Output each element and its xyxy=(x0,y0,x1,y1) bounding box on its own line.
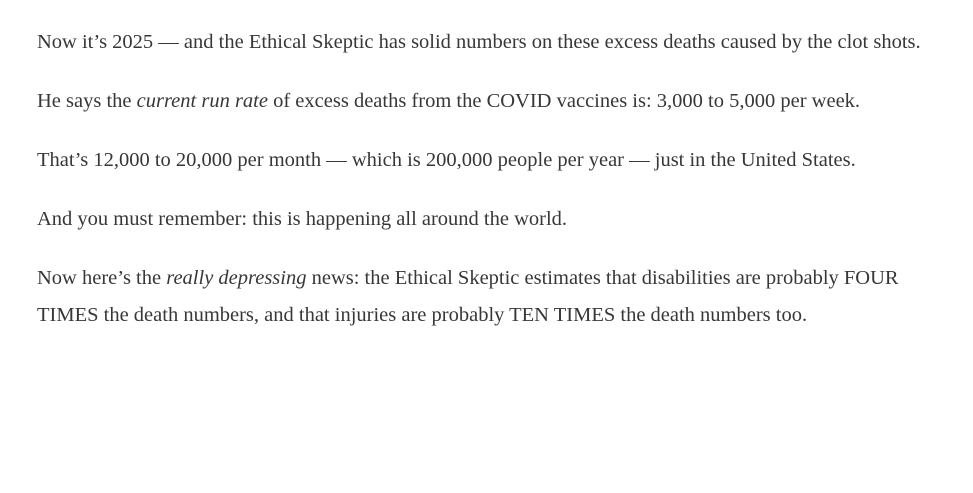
paragraph-2-emphasis: current run rate xyxy=(136,90,268,112)
paragraph-1 xyxy=(37,24,953,61)
paragraph-1-text: Now it’s 2025 — and the Ethical Skeptic has solid numbers on these excess deaths caused by the clot shots. xyxy=(37,31,921,53)
paragraph-2-text-start: He says the xyxy=(37,90,137,112)
paragraph-2-text-end: of excess deaths from the COVID vaccines is: 3,000 to 5,000 per week. xyxy=(267,90,861,112)
paragraph-4-text: And you must remember: this is happening all around the world. xyxy=(37,208,568,230)
paragraph-3-text: That’s 12,000 to 20,000 per month — which is 200,000 people per year — just in the United States. xyxy=(37,149,856,171)
paragraph-5 xyxy=(37,260,953,334)
paragraph-5-text-end: news: the Ethical Skeptic estimates that disabilities are probably FOUR TIMES the death numbers, and that injuries are probably TEN TIMES the death numbers too. xyxy=(37,267,899,326)
paragraph-5-emphasis: really depressing xyxy=(166,267,307,289)
paragraph-2 xyxy=(37,83,953,120)
paragraph-3 xyxy=(37,142,953,179)
paragraph-4 xyxy=(37,201,953,238)
paragraph-5-text-start: Now here’s the xyxy=(37,267,167,289)
